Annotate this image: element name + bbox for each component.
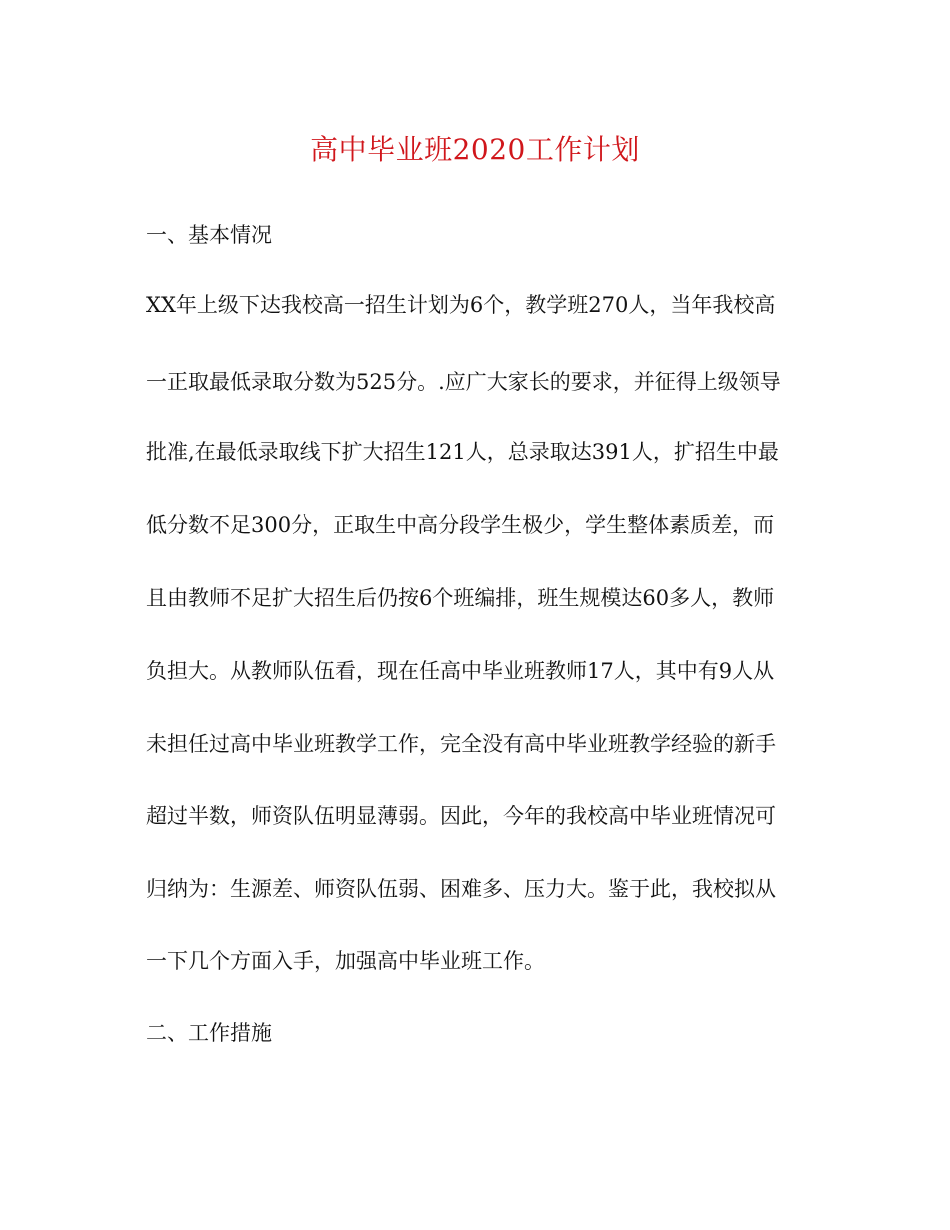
section-heading-basic-situation: 一、基本情况 xyxy=(146,223,272,247)
paragraph-line: XX年上级下达我校高一招生计划为6个，教学班270人，当年我校高 xyxy=(146,293,776,317)
paragraph-line: 且由教师不足扩大招生后仍按6个班编排，班生规模达60多人，教师 xyxy=(146,586,775,610)
paragraph-line: 一正取最低录取分数为525分。.应广大家长的要求，并征得上级领导 xyxy=(146,370,781,394)
paragraph-line: 未担任过高中毕业班教学工作，完全没有高中毕业班教学经验的新手 xyxy=(146,732,776,756)
paragraph-line: 归纳为：生源差、师资队伍弱、困难多、压力大。鉴于此，我校拟从 xyxy=(146,877,776,901)
section-heading-work-measures: 二、工作措施 xyxy=(146,1021,272,1045)
document-title: 高中毕业班2020工作计划 xyxy=(310,133,640,166)
paragraph-line: 批准,在最低录取线下扩大招生121人，总录取达391人，扩招生中最 xyxy=(146,440,779,464)
paragraph-line: 超过半数，师资队伍明显薄弱。因此，今年的我校高中毕业班情况可 xyxy=(146,804,776,828)
paragraph-line: 负担大。从教师队伍看，现在任高中毕业班教师17人，其中有9人从 xyxy=(146,659,775,683)
paragraph-line: 低分数不足300分，正取生中高分段学生极少，学生整体素质差，而 xyxy=(146,513,775,537)
paragraph-line: 一下几个方面入手，加强高中毕业班工作。 xyxy=(146,949,545,973)
